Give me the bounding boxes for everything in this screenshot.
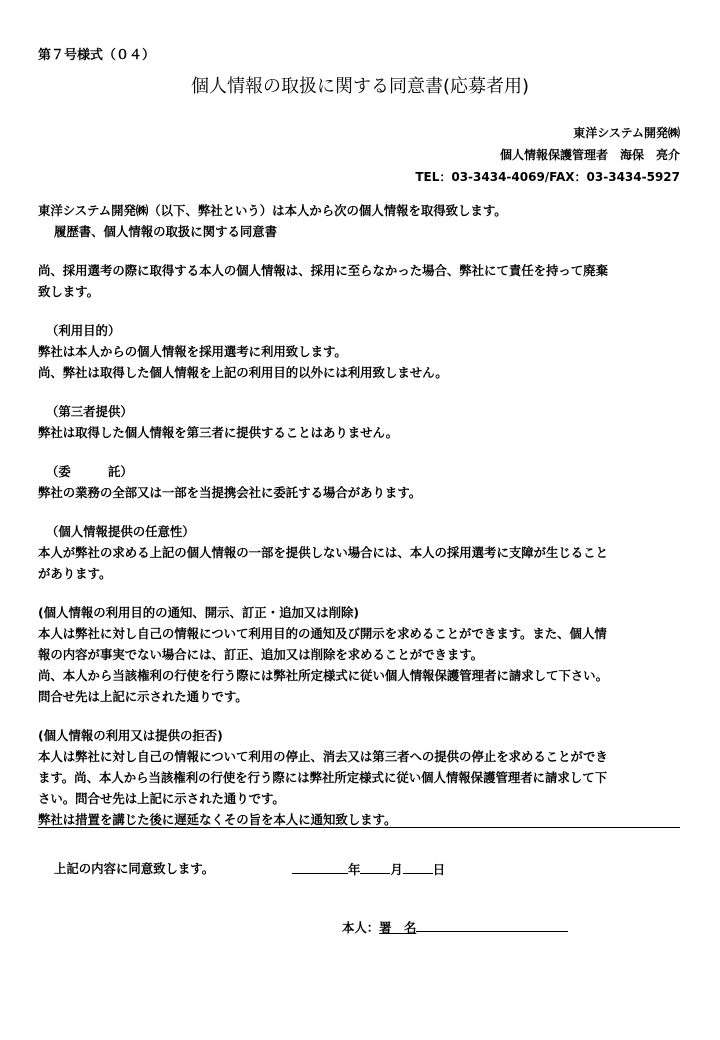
disposal-line: 尚、採用選考の際に取得する本人の個人情報は、採用に至らなかった場合、弊社にて責任を持って廃棄	[38, 263, 608, 278]
issuer-contact: TEL：03-3434-4069/FAX：03-3434-5927	[415, 170, 680, 184]
section-line: 本人は弊社に対し自己の情報について利用目的の通知及び開示を求めることができます。また、個人情	[38, 626, 607, 641]
signature-field[interactable]	[416, 917, 568, 932]
issuer-company: 東洋システム開発㈱	[573, 126, 680, 140]
signature-block	[342, 917, 568, 936]
section-heading-disclosure: (個人情報の利用目的の通知、開示、訂正・追加又は削除)	[38, 605, 360, 620]
month-label: 月	[390, 862, 403, 877]
month-field[interactable]	[360, 859, 390, 874]
page-title: 個人情報の取扱に関する同意書(応募者用)	[190, 76, 530, 97]
section-line: があります。	[38, 566, 112, 581]
section-line: 弊社は措置を講じた後に遅延なくその旨を本人に通知致します。	[38, 812, 397, 827]
form-number: 第７号様式（０４）	[38, 48, 156, 63]
issuer-block	[415, 122, 680, 188]
day-field[interactable]	[403, 859, 433, 874]
section-line: 問合せ先は上記に示された通りです。	[38, 689, 248, 704]
year-label: 年	[348, 862, 361, 877]
section-heading-refusal: (個人情報の利用又は提供の拒否)	[38, 728, 223, 743]
section-line: 報の内容が事実でない場合には、訂正、追加又は削除を求めることができます。	[38, 647, 484, 662]
signature-label: 署 名	[379, 920, 417, 935]
intro-line: 東洋システム開発㈱（以下、弊社という）は本人から次の個人情報を取得致します。	[38, 203, 507, 218]
section-line: 本人が弊社の求める上記の個人情報の一部を提供しない場合には、本人の採用選考に支障が生じること	[38, 545, 608, 560]
section-line: さい。問合せ先は上記に示された通りです。	[38, 791, 285, 806]
intro-items: 履歴書、個人情報の取扱に関する同意書	[54, 224, 278, 239]
section-heading-voluntary: （個人情報提供の任意性）	[46, 524, 195, 539]
section-heading-entrust: （委 託）	[46, 464, 133, 479]
section-heading-third-party: （第三者提供）	[46, 404, 133, 419]
section-line: 尚、本人から当該権利の行使を行う際には弊社所定様式に従い個人情報保護管理者に請求して下さい。	[38, 668, 608, 683]
disposal-line: 致します。	[38, 284, 99, 299]
section-line: 弊社は取得した個人情報を第三者に提供することはありません。	[38, 425, 399, 440]
issuer-manager: 個人情報保護管理者 海保 亮介	[499, 148, 680, 162]
day-label: 日	[432, 862, 446, 877]
section-line: ます。尚、本人から当該権利の行使を行う際には弊社所定様式に従い個人情報保護管理者に請求して下	[38, 770, 607, 785]
section-line: 尚、弊社は取得した個人情報を上記の利用目的以外には利用致しません。	[38, 365, 448, 380]
year-field[interactable]	[292, 859, 348, 874]
section-line: 本人は弊社に対し自己の情報について利用の停止、消去又は第三者への提供の停止を求めることができ	[38, 749, 608, 764]
consent-body	[38, 200, 682, 830]
section-line: 弊社は本人からの個人情報を採用選考に利用致します。	[38, 344, 347, 359]
section-line: 弊社の業務の全部又は一部を当提携会社に委託する場合があります。	[38, 485, 422, 500]
separator-line	[38, 827, 680, 828]
signer-label: 本人：	[342, 920, 380, 935]
section-heading-purpose: （利用目的）	[46, 323, 121, 338]
date-fields	[292, 859, 445, 878]
agreement-text: 上記の内容に同意致します。	[54, 861, 215, 876]
